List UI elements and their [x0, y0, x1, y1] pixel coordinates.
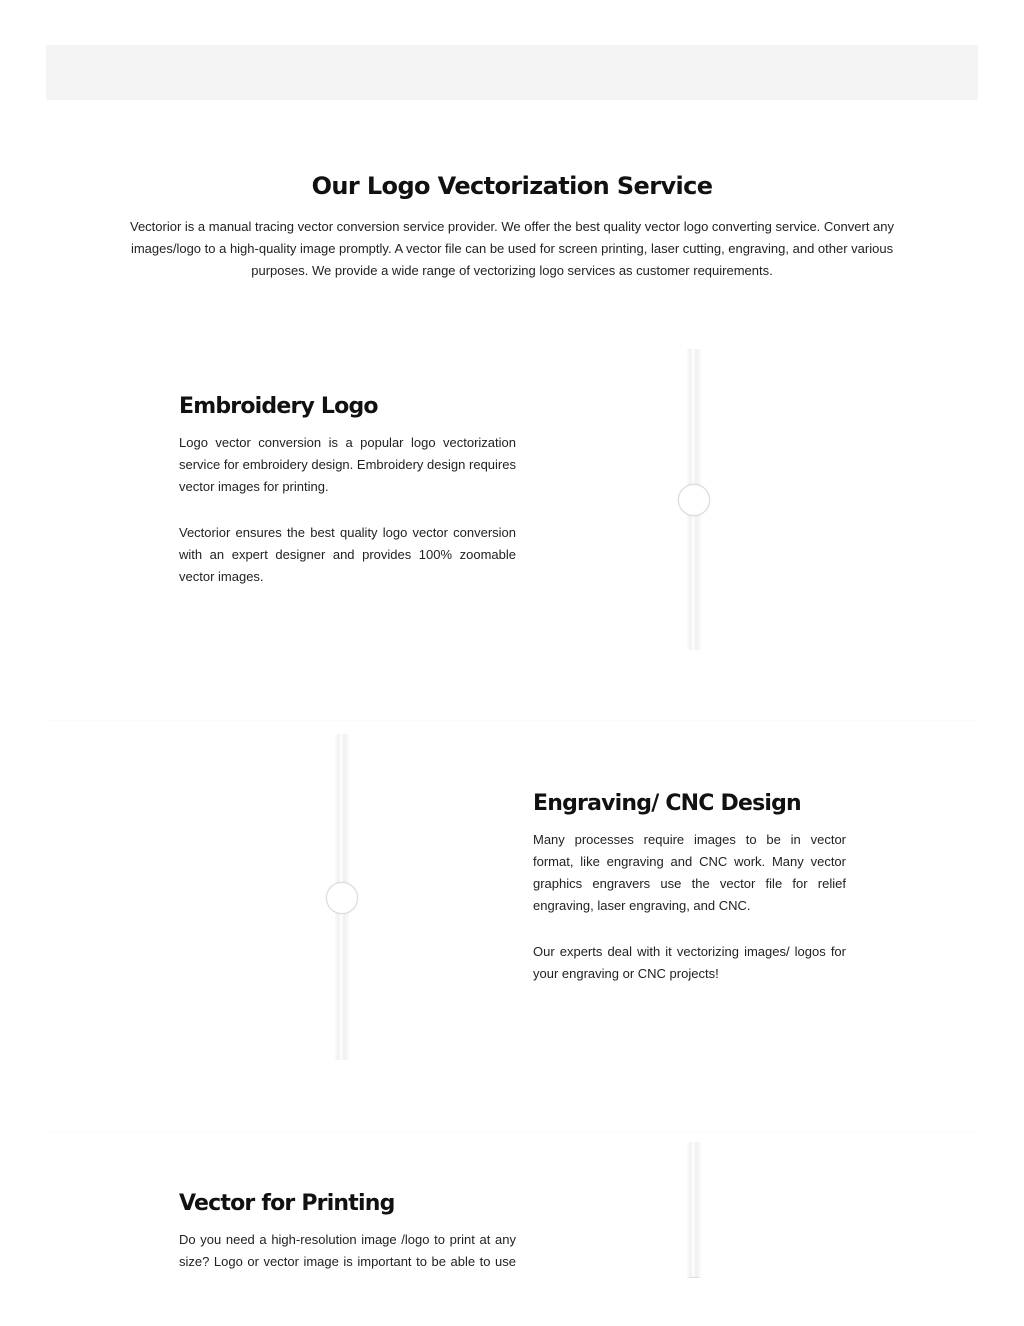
image-loading-placeholder — [687, 349, 701, 650]
service-text-engraving — [533, 789, 846, 1009]
service-paragraph: Vectorior ensures the best quality logo vector conversion with an expert designer and provides 100% zoomable vector images. — [179, 525, 516, 584]
service-paragraph: Our experts deal with it vectorizing images/ logos for your engraving or CNC projects! — [533, 944, 846, 981]
service-paragraph: Logo vector conversion is a popular logo vectorization service for embroidery design. Embroidery design requires vector images for printing. — [179, 435, 516, 494]
service-section-embroidery — [46, 340, 978, 660]
service-title: Vector for Printing — [179, 1191, 395, 1216]
image-loading-placeholder — [335, 734, 349, 1060]
service-title: Engraving/ CNC Design — [533, 791, 801, 816]
loading-spinner-icon — [326, 882, 358, 914]
service-section-engraving — [46, 720, 978, 1071]
service-paragraph: Do you need a high-resolution image /logo to print at any size? Logo or vector image is important to be able to use — [179, 1232, 516, 1269]
intro-description: Vectorior is a manual tracing vector conversion service provider. We offer the best quality vector logo converting service. Convert any images/logo to a high-quality image promptly. A vector file can be used for screen printing, laser cutting, engraving, and other various purposes. We provide a wide range of vectorizing logo services as customer requirements. — [130, 219, 894, 278]
page-title: Our Logo Vectorization Service — [311, 172, 713, 200]
page-bottom-cutoff — [0, 1278, 1024, 1325]
service-paragraph: Many processes require images to be in vector format, like engraving and CNC work. Many vector graphics engravers use the vector file for relief engraving, laser engraving, and CNC. — [533, 832, 846, 913]
service-text-embroidery — [179, 392, 516, 612]
intro-section — [110, 168, 914, 282]
loading-spinner-icon — [678, 484, 710, 516]
top-banner-bar — [46, 45, 978, 100]
service-title: Embroidery Logo — [179, 394, 378, 419]
